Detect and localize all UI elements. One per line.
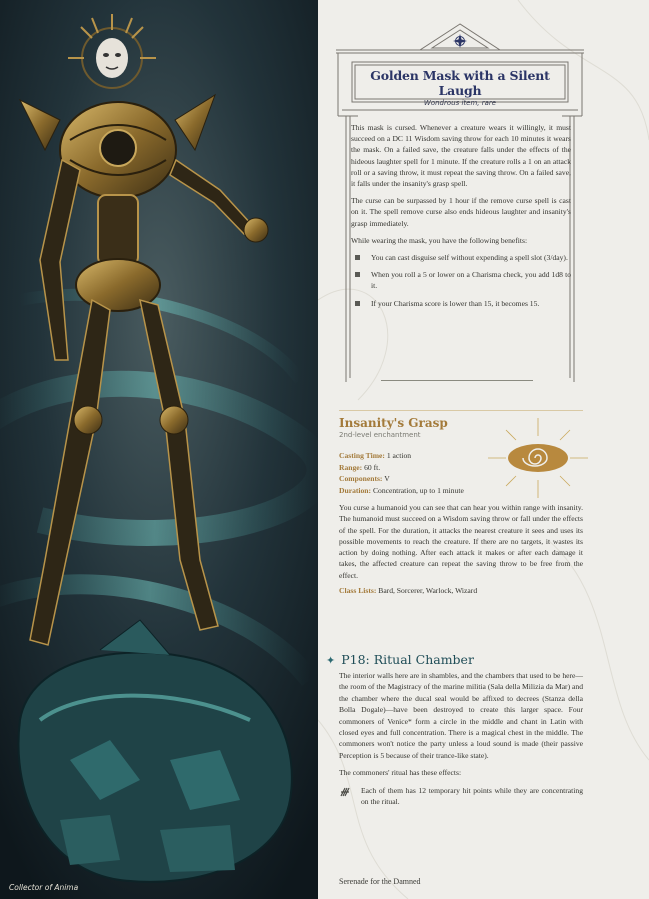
components-label: Components: [339,474,383,483]
section-bullet [339,785,583,808]
benefit-text: You can cast disguise self without expending a spell slot (3/day). [371,253,568,263]
class-lists-value: Bard, Sorcerer, Warlock, Wizard [378,586,478,596]
benefit-item [351,269,571,291]
spell-divider [339,410,583,411]
square-bullet-icon [355,301,360,306]
casting-time-label: Casting Time: [339,451,385,460]
item-header [352,68,568,107]
square-bullet-icon [355,255,360,260]
page-footer: Serenade for the Damned [339,877,421,886]
benefit-list [351,252,571,309]
spell-class-lists [339,586,583,595]
duration-label: Duration: [339,485,372,495]
illustration [0,0,318,899]
spell-level: 2nd-level enchantment [339,431,421,439]
range-label: Range: [339,462,363,472]
spell-block [339,416,583,595]
section-body [339,670,583,807]
casting-time-value: 1 action [386,451,412,460]
section-bullet-text: Each of them has 12 temporary hit points while they are concentrating on the ritual. [361,785,583,807]
item-divider [381,380,533,381]
item-paragraph-1: This mask is cursed. Whenever a creature wears it willingly, it must succeed on a DC 11 Wisdom saving throw for each 10 minutes it wears the mask. On a failed save, the creature falls under the effects of the hideous laughter spell for 1 minute. If the creature rolls a 1 on an attack roll or a saving throw, it must repeat the saving throw. On a failed save, it falls under the insanity's grasp spell. [351,123,571,189]
star-icon: ✦ [326,654,336,667]
art-caption: Collector of Anima [9,883,79,892]
components-value: V [384,474,390,483]
benefit-item [351,252,571,263]
spell-properties [339,450,583,496]
spell-description: You curse a humanoid you can see that can hear you within range with insanity. The humanoid must succeed on a Wisdom saving throw or fall under the effects of the spell. For the duration, it attacks the nearest creature it sees and uses its possible movements to reach the creature. If there are no targets, it wastes its action by doing nothing. After each attack it makes or after each damage it takes, the affected creature can repeat the saving throw to be free from the effect. [339,503,583,580]
item-title: Golden Mask with a Silent Laugh [370,68,550,98]
spell-name: Insanity's Grasp [339,416,448,430]
range-value: 60 ft. [364,462,381,472]
benefit-text: When you roll a 5 or lower on a Charisma check, you add 1d8 to it. [371,270,571,291]
class-lists-label: Class Lists: [339,586,377,596]
section-paragraph-1: The interior walls here are in shambles, and the chambers that used to be here—the room of the Magistracy of the marine militia (Sala della Milizia da Mar) and the chamber where the ducal seal would be affixed to decrees (Stanza della Bolla Dogale)—have been destroyed to create this larger space. Four commoners of Venice* form a circle in the middle and chant in Latin with closed eyes and full concentration. There is a magical chest in the middle. The commoners won't notice the party unless a loud sound is made (their passive Perception is 5 because of their trance-like state). [339,671,583,760]
benefit-text: If your Charisma score is lower than 15, it becomes 15. [371,298,540,308]
item-paragraph-2: The curse can be surpassed by 1 hour if the remove curse spell is cast on it. The spell remove curse also ends hideous laughter and insanity's grasp immediately. [351,196,571,228]
section-heading [326,652,474,667]
golden-automaton-illustration [0,0,318,899]
item-description [351,122,571,315]
duration-value: Concentration, up to 1 minute [372,485,464,495]
item-subtitle: Wondrous item, rare [423,99,497,107]
page [318,0,649,899]
section-paragraph-2: The commoners' ritual has these effects: [339,768,462,778]
leaf-bullet-icon [340,786,351,797]
square-bullet-icon [355,272,360,277]
benefit-item [351,298,571,309]
section-title: P18: Ritual Chamber [341,652,474,667]
item-paragraph-3: While wearing the mask, you have the following benefits: [351,235,528,245]
